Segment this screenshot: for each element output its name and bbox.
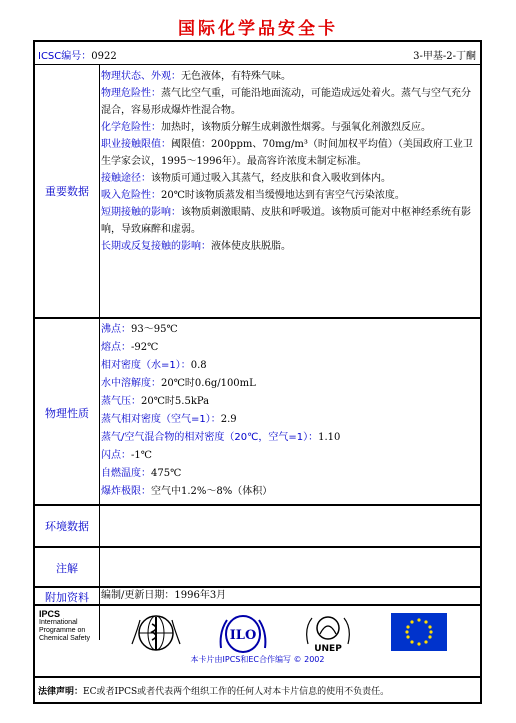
prop-key: 闪点： xyxy=(101,450,131,461)
prop-relative-density xyxy=(101,357,475,375)
prop-key: 蒸气相对密度（空气=1）： xyxy=(101,414,221,425)
item-exposure-limits xyxy=(101,136,475,170)
prop-explosive-limits xyxy=(101,483,475,501)
additional-content: 编制/更新日期：1996年3月 xyxy=(101,590,227,601)
additional-section xyxy=(35,588,480,604)
card-frame xyxy=(33,40,482,704)
prop-key: 蒸气压： xyxy=(101,396,141,407)
ipcs-line: Chemical Safety xyxy=(39,635,90,642)
prop-value: 空气中1.2%～8%（体积） xyxy=(151,486,273,497)
header-row xyxy=(35,42,480,64)
prop-solubility xyxy=(101,375,475,393)
item-key: 物理危险性： xyxy=(101,88,161,99)
item-value: 无色液体，有特殊气味。 xyxy=(181,71,291,82)
prop-value: 20℃时5.5kPa xyxy=(141,396,210,407)
item-value: 20℃时该物质蒸发相当缓慢地达到有害空气污染浓度。 xyxy=(161,190,405,201)
environment-label: 环境数据 xyxy=(45,520,89,533)
prop-boiling-point xyxy=(101,321,475,339)
prop-vapour-pressure xyxy=(101,393,475,411)
ipcs-block xyxy=(39,610,123,643)
ipcs-title: IPCS xyxy=(39,609,61,619)
ilo-logo-text: ILO xyxy=(229,628,257,643)
eu-flag-icon xyxy=(391,613,447,651)
item-value: 液体使皮肤脱脂。 xyxy=(211,241,291,252)
item-key: 吸入危险性： xyxy=(101,190,161,201)
environment-section xyxy=(35,506,480,546)
prop-vapour-density xyxy=(101,411,475,429)
unep-logo-icon xyxy=(300,614,356,654)
prop-mixture-density xyxy=(101,429,475,447)
legal-statement xyxy=(38,684,389,697)
prop-value: -92℃ xyxy=(131,342,159,353)
prop-melting-point xyxy=(101,339,475,357)
important-content xyxy=(101,68,475,255)
item-value: 加热时，该物质分解生成刺激性烟雾。与强氧化剂激烈反应。 xyxy=(161,122,431,133)
who-logo-icon xyxy=(128,614,184,652)
legal-section xyxy=(35,678,480,704)
item-value: 阈限值：200ppm、70mg/m³（时间加权平均值）（美国政府工业卫生学家会议，1995～1996年）。最高容许浓度未制定标准。 xyxy=(101,139,473,167)
prop-value: 1.10 xyxy=(318,432,341,443)
ipcs-line: International xyxy=(39,619,78,626)
notes-label: 注解 xyxy=(56,562,78,575)
unep-logo-text: UNEP xyxy=(314,644,342,654)
item-value: 该物质可通过吸入其蒸气，经皮肤和食入吸收到体内。 xyxy=(151,173,391,184)
prop-value: 93～95℃ xyxy=(131,324,178,335)
footer-logos xyxy=(35,606,480,676)
chemical-name: 3-甲基-2-丁酮 xyxy=(413,51,476,62)
item-key: 长期或反复接触的影响： xyxy=(101,241,211,252)
item-key: 职业接触限值： xyxy=(101,139,171,150)
physical-content xyxy=(101,321,475,501)
item-value: 该物质刺激眼睛、皮肤和呼吸道。该物质可能对中枢神经系统有影响，导致麻醉和虚弱。 xyxy=(101,207,471,235)
card-title: 国际化学品安全卡 xyxy=(178,19,338,39)
item-key: 接触途径： xyxy=(101,173,151,184)
legal-text: EC或者IPCS或者代表两个组织工作的任何人对本卡片信息的使用不负责任。 xyxy=(83,687,390,697)
prop-key: 爆炸极限： xyxy=(101,486,151,497)
ipcs-line: Programme on xyxy=(39,627,86,634)
item-appearance xyxy=(101,68,475,85)
prop-value: 20℃时0.6g/100mL xyxy=(161,378,256,389)
icsc-value: 0922 xyxy=(91,51,117,62)
item-key: 物理状态、外观： xyxy=(101,71,181,82)
prop-key: 自燃温度： xyxy=(101,468,151,479)
additional-label: 附加资料 xyxy=(45,591,89,604)
prop-key: 沸点： xyxy=(101,324,131,335)
prop-value: 475℃ xyxy=(151,468,182,479)
prop-key: 水中溶解度： xyxy=(101,378,161,389)
prop-value: 2.9 xyxy=(220,414,237,425)
icsc-number xyxy=(38,47,117,62)
item-short-term-effects xyxy=(101,204,475,238)
notes-section xyxy=(35,548,480,586)
prop-flash-point xyxy=(101,447,475,465)
item-value: 蒸气比空气重，可能沿地面流动，可能造成远处着火。蒸气与空气充分混合，容易形成爆炸性混合物。 xyxy=(101,88,471,116)
prop-autoignition xyxy=(101,465,475,483)
item-exposure-routes xyxy=(101,170,475,187)
item-inhalation-risk xyxy=(101,187,475,204)
item-physical-hazard xyxy=(101,85,475,119)
prop-key: 蒸气/空气混合物的相对密度（20℃，空气=1）： xyxy=(101,432,319,443)
item-chemical-hazard xyxy=(101,119,475,136)
item-key: 化学危险性： xyxy=(101,122,161,133)
important-label: 重要数据 xyxy=(45,185,89,198)
prop-key: 熔点： xyxy=(101,342,131,353)
credit-line: 本卡片由IPCS和EC合作编写 © 2002 xyxy=(190,655,325,664)
prop-value: 0.8 xyxy=(190,360,207,371)
item-key: 短期接触的影响： xyxy=(101,207,181,218)
legal-label: 法律声明： xyxy=(38,687,84,697)
physical-section xyxy=(35,319,480,504)
ilo-logo-icon xyxy=(215,614,271,654)
physical-label: 物理性质 xyxy=(45,407,89,420)
item-long-term-effects xyxy=(101,238,475,255)
important-section xyxy=(35,65,480,317)
icsc-label: ICSC编号： xyxy=(38,51,92,62)
prop-key: 相对密度（水=1）： xyxy=(101,360,191,371)
prop-value: -1℃ xyxy=(131,450,152,461)
